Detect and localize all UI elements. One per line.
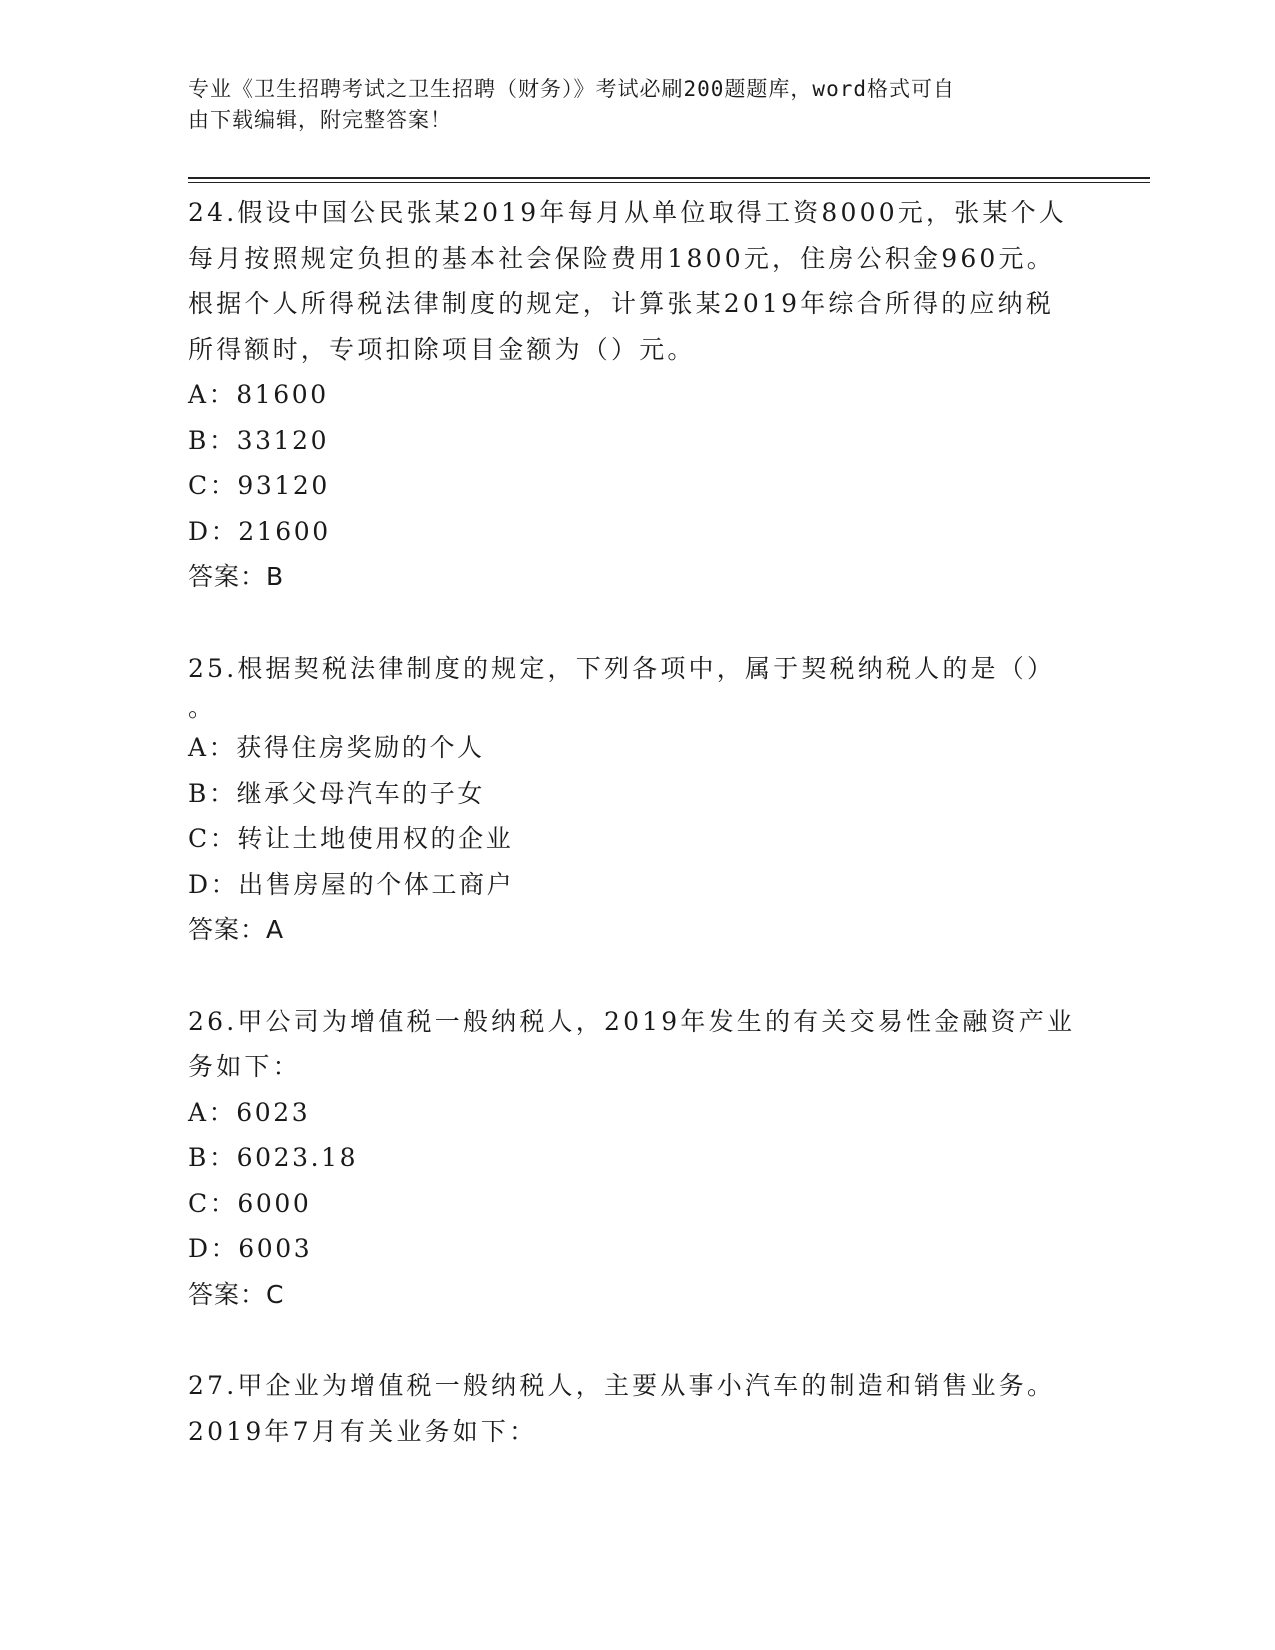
question-list bbox=[188, 190, 1088, 1454]
question-stem bbox=[188, 646, 1088, 726]
spacer bbox=[188, 600, 1088, 646]
answer: 答案：B bbox=[188, 562, 285, 591]
option-b: B：33120 bbox=[188, 425, 330, 455]
option-c: C：93120 bbox=[188, 471, 330, 500]
option-b: B：6023.18 bbox=[188, 1143, 359, 1172]
question-stem bbox=[188, 1363, 1088, 1454]
answer: 答案：C bbox=[188, 1279, 285, 1309]
stem-line: 所得额时，专项扣除项目金额为（）元。 bbox=[188, 334, 696, 364]
spacer bbox=[188, 953, 1088, 999]
question-27 bbox=[188, 1363, 1088, 1454]
header-line-1: 专业《卫生招聘考试之卫生招聘（财务）》考试必刷200题题库，word格式可自 bbox=[188, 77, 955, 101]
stem-line: 24.假设中国公民张某2019年每月从单位取得工资8000元，张某个人 bbox=[188, 198, 1068, 227]
option-a: A：6023 bbox=[188, 1097, 311, 1127]
stem-line: 27.甲企业为增值税一般纳税人，主要从事小汽车的制造和销售业务。 bbox=[188, 1371, 1056, 1400]
stem-line: 26.甲公司为增值税一般纳税人，2019年发生的有关交易性金融资产业 bbox=[188, 1006, 1076, 1036]
option-a: A：81600 bbox=[188, 380, 329, 409]
stem-line: 务如下： bbox=[188, 1052, 301, 1081]
option-c: C：转让土地使用权的企业 bbox=[188, 824, 514, 853]
question-stem bbox=[188, 190, 1088, 372]
option-d: D：21600 bbox=[188, 516, 331, 546]
stem-trailing-period: 。 bbox=[188, 693, 217, 722]
spacer bbox=[188, 1317, 1088, 1363]
answer: 答案：A bbox=[188, 915, 285, 944]
stem-line: 每月按照规定负担的基本社会保险费用1800元，住房公积金960元。 bbox=[188, 243, 1055, 273]
question-stem bbox=[188, 999, 1088, 1090]
question-24 bbox=[188, 190, 1088, 600]
header-divider-thick bbox=[188, 177, 1150, 179]
option-b: B：继承父母汽车的子女 bbox=[188, 778, 485, 808]
stem-line: 2019年7月有关业务如下： bbox=[188, 1416, 538, 1446]
header-line-2: 由下载编辑，附完整答案！ bbox=[188, 108, 452, 132]
stem-line: 根据个人所得税法律制度的规定，计算张某2019年综合所得的应纳税 bbox=[188, 289, 1055, 318]
option-d: D：6003 bbox=[188, 1234, 313, 1263]
question-25 bbox=[188, 646, 1088, 953]
option-c: C：6000 bbox=[188, 1188, 312, 1218]
option-a: A：获得住房奖励的个人 bbox=[188, 733, 485, 762]
question-26 bbox=[188, 999, 1088, 1318]
option-d: D：出售房屋的个体工商户 bbox=[188, 869, 515, 899]
document-header bbox=[188, 74, 1068, 136]
stem-line: 25.根据契税法律制度的规定，下列各项中，属于契税纳税人的是（） bbox=[188, 653, 1056, 683]
header-divider-thin bbox=[188, 182, 1150, 183]
